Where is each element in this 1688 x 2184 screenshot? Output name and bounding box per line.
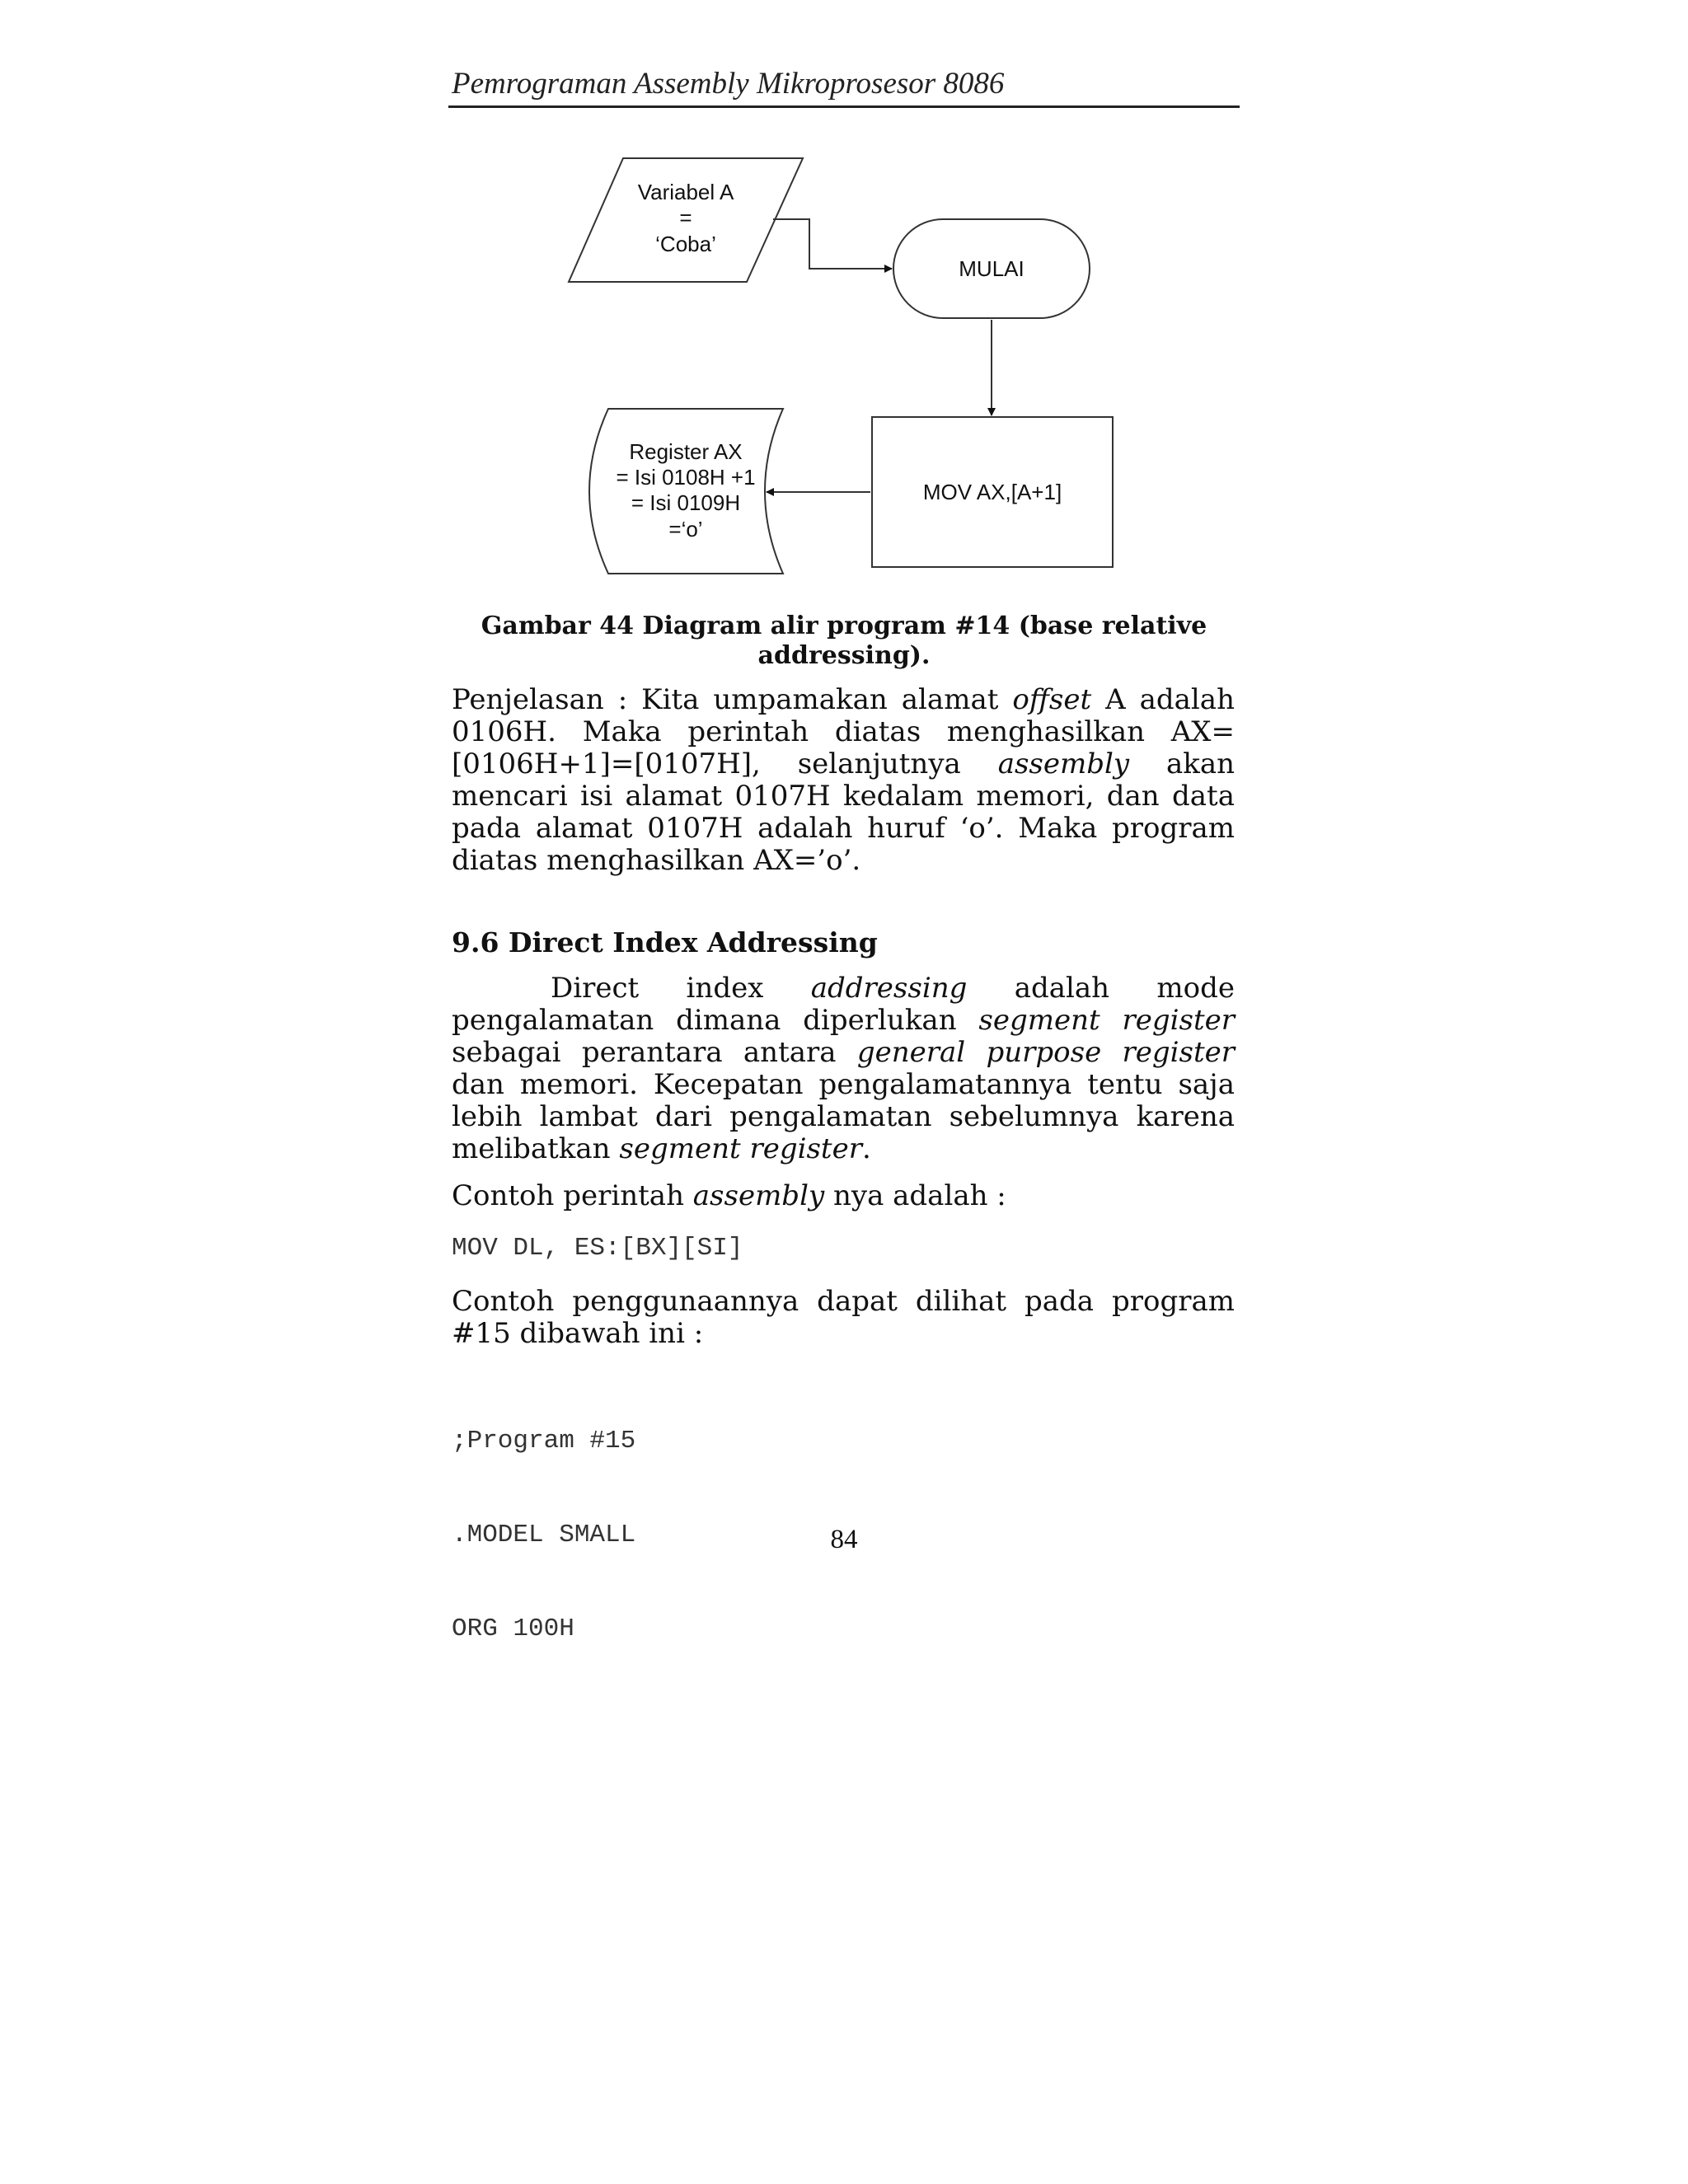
storage-line-4: =‘o’	[668, 517, 703, 541]
caption-line-1: Gambar 44 Diagram alir program #14 (base relative	[481, 612, 1207, 640]
explanation-text: Penjelasan : Kita umpamakan alamat	[452, 683, 1013, 716]
paragraph-italic: general purpose register	[856, 1036, 1236, 1069]
connector-input-to-start	[773, 219, 892, 269]
caption-line-2: addressing).	[757, 641, 931, 670]
paragraph-text: adalah mode pengalamatan dimana diperlukan	[452, 972, 1235, 1037]
paragraph-italic: addressing	[810, 972, 968, 1005]
paragraph-text: Direct index	[551, 972, 811, 1005]
paragraph-text: dan memori. Kecepatan pengalamatannya tentu saja lebih lambat dari pengalamatan sebelumnya karena melibatkan	[452, 1068, 1235, 1165]
code-line: ORG 100H	[452, 1615, 574, 1643]
explanation-paragraph	[452, 684, 1235, 877]
header-title: Pemrograman Assembly Mikroprosesor 8086	[452, 67, 1005, 101]
program-listing	[452, 1363, 1235, 1676]
explanation-text: akan mencari isi alamat 0107H kedalam memori, dan data pada alamat 0107H adalah huruf ‘o’. Maka program diatas menghasilkan AX=’o’.	[452, 748, 1235, 877]
intro-text: nya adalah :	[824, 1179, 1006, 1212]
explanation-italic: assembly	[997, 748, 1130, 780]
paragraph-text: sebagai perantara antara	[452, 1036, 857, 1069]
intro-italic: assembly	[692, 1179, 825, 1212]
paragraph-italic: segment register	[619, 1132, 862, 1165]
code-line: .MODEL SMALL	[452, 1521, 636, 1549]
usage-paragraph: Contoh penggunaannya dapat dilihat pada program #15 dibawah ini :	[452, 1285, 1235, 1350]
explanation-italic: offset	[1012, 683, 1092, 716]
section-paragraph	[452, 972, 1235, 1165]
storage-line-1: Register AX	[629, 439, 743, 464]
intro-text: Contoh perintah	[452, 1179, 693, 1212]
input-line-2: =	[679, 205, 692, 230]
code-line: ;Program #15	[452, 1427, 636, 1455]
storage-line-2: = Isi 0108H +1	[616, 465, 756, 490]
explanation-text: A adalah 0106H. Maka perintah diatas menghasilkan AX=[0106H+1]=[0107H], selanjutnya	[452, 683, 1235, 780]
paragraph-text: .	[861, 1132, 871, 1165]
page-number: 84	[830, 1525, 858, 1554]
process-label: MOV AX,[A+1]	[922, 480, 1062, 504]
figure-caption	[448, 612, 1240, 671]
input-line-1: Variabel A	[637, 180, 734, 204]
example-code: MOV DL, ES:[BX][SI]	[452, 1234, 743, 1263]
example-intro	[452, 1180, 1235, 1212]
start-label: MULAI	[959, 256, 1025, 281]
input-line-3: ‘Coba’	[655, 232, 716, 256]
section-heading: 9.6 Direct Index Addressing	[452, 926, 878, 958]
paragraph-italic: segment register	[978, 1004, 1235, 1037]
flowchart-diagram	[0, 0, 1688, 593]
storage-line-3: = Isi 0109H	[631, 490, 741, 515]
